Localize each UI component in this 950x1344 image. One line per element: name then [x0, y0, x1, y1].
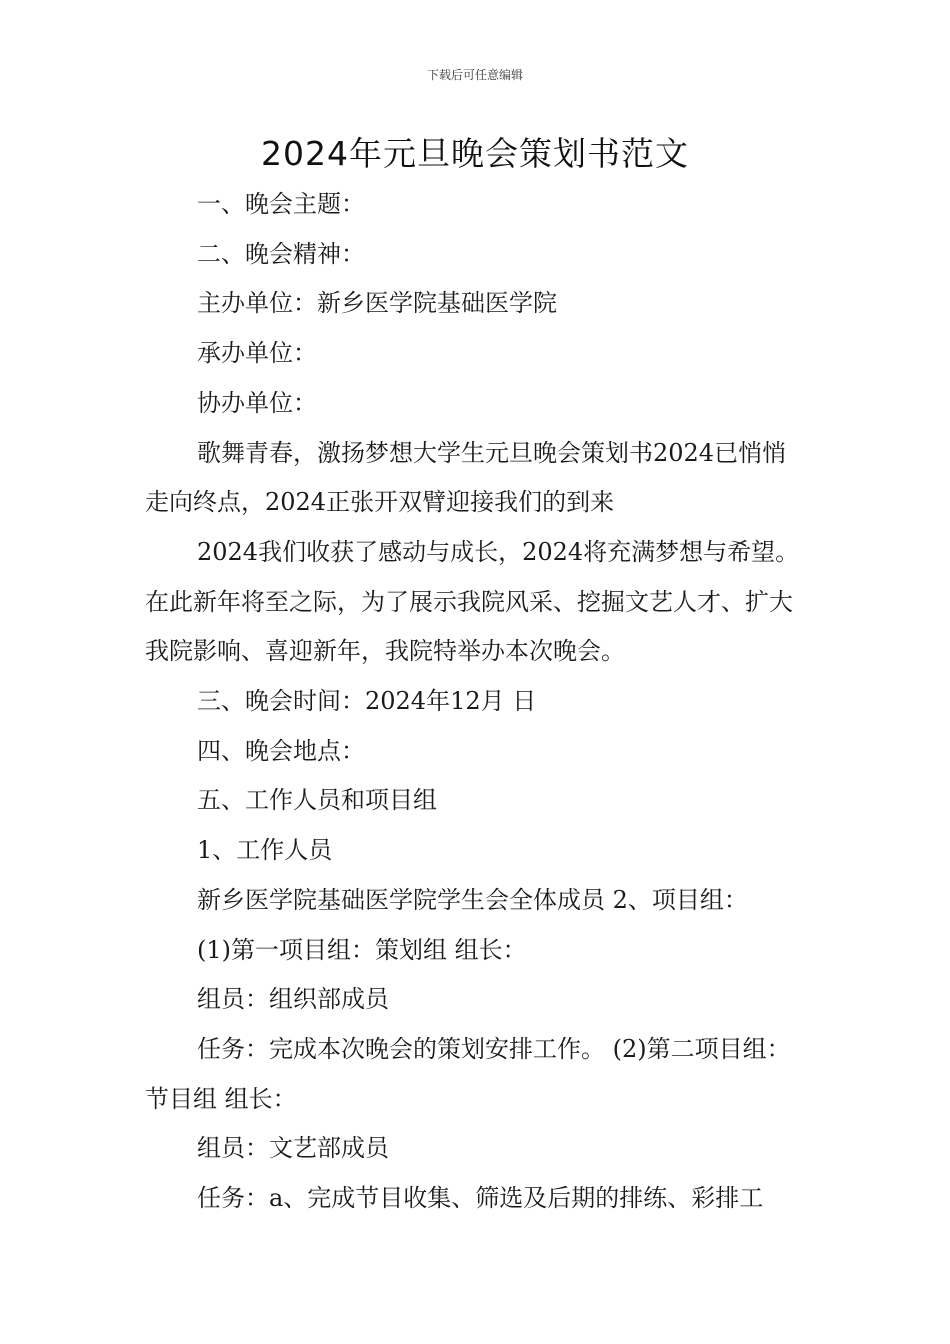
paragraph: 二、晚会精神： [197, 239, 365, 268]
paragraph: 歌舞青春，激扬梦想大学生元旦晚会策划书2024已悄悄走向终点，2024正张开双臂迎接我们的到来 [145, 438, 787, 517]
paragraph: 1、工作人员 [197, 836, 333, 865]
paragraph: 任务：a、完成节目收集、筛选及后期的排练、彩排工 [197, 1184, 764, 1213]
paragraph: 新乡医学院基础医学院学生会全体成员 2、项目组： [197, 885, 748, 914]
paragraph: 组员：文艺部成员 [197, 1134, 389, 1163]
paragraph: 五、工作人员和项目组 [197, 786, 437, 815]
paragraph: 组员：组织部成员 [197, 985, 389, 1014]
paragraph: 一、晚会主题： [197, 190, 365, 218]
paragraph: (1)第一项目组：策划组 组长： [197, 935, 527, 964]
paragraph: 三、晚会时间：2024年12月 日 [197, 687, 537, 716]
paragraph: 协办单位： [197, 388, 317, 417]
paragraph: 2024我们收获了感动与成长，2024将充满梦想与希望。在此新年将至之际，为了展示我院风采、挖掘文艺人才、扩大我院影响、喜迎新年，我院特举办本次晚会。 [145, 537, 800, 666]
document-title: 2024年元旦晚会策划书范文 [261, 134, 689, 173]
paragraph: 四、晚会地点： [197, 736, 365, 765]
paragraph: 主办单位：新乡医学院基础医学院 [197, 289, 557, 318]
paragraph: 承办单位： [197, 339, 317, 368]
paragraph: 任务：完成本次晚会的策划安排工作。 (2)第二项目组：节目组 组长： [145, 1034, 791, 1113]
header-note: 下载后可任意编辑 [426, 68, 523, 82]
document-body [145, 180, 810, 1224]
